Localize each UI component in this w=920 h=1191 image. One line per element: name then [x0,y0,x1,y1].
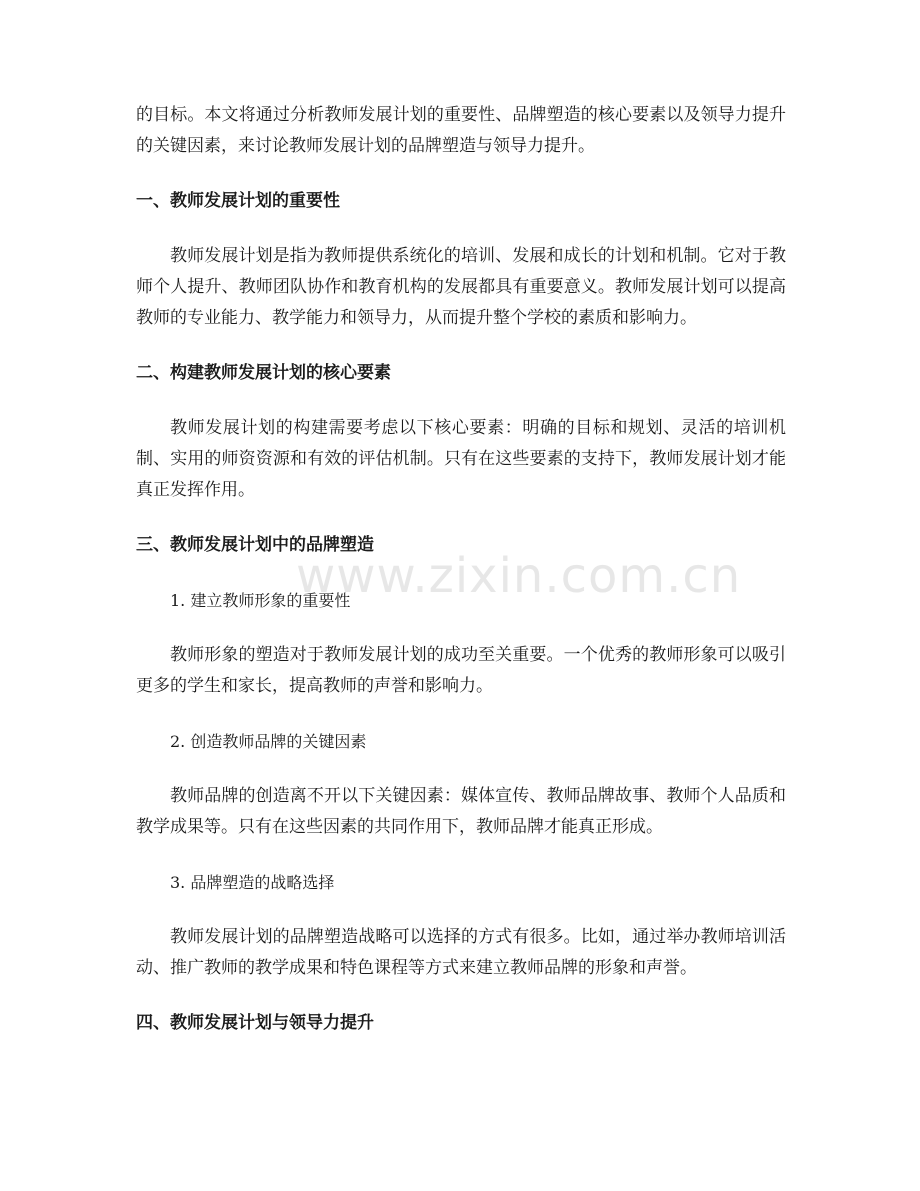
section-1-heading: 一、教师发展计划的重要性 [136,191,340,211]
section-2-body: 教师发展计划的构建需要考虑以下核心要素：明确的目标和规划、灵活的培训机制、实用的师资资源和有效的评估机制。只有在这些要素的支持下，教师发展计划才能真正发挥作用。 [136,418,786,500]
document-content [136,100,786,1063]
intro-paragraph: 的目标。本文将通过分析教师发展计划的重要性、品牌塑造的核心要素以及领导力提升的关键因素，来讨论教师发展计划的品牌塑造与领导力提升。 [136,105,786,156]
subsection-2-body: 教师品牌的创造离不开以下关键因素：媒体宣传、教师品牌故事、教师个人品质和教学成果等。只有在这些因素的共同作用下，教师品牌才能真正形成。 [136,786,786,837]
subsection-1-body: 教师形象的塑造对于教师发展计划的成功至关重要。一个优秀的教师形象可以吸引更多的学生和家长，提高教师的声誉和影响力。 [136,645,786,696]
subsection-3-title: 3. 品牌塑造的战略选择 [170,873,335,892]
subsection-2-title: 2. 创造教师品牌的关键因素 [170,732,367,751]
subsection-1-title: 1. 建立教师形象的重要性 [170,591,351,610]
subsection-3-body: 教师发展计划的品牌塑造战略可以选择的方式有很多。比如，通过举办教师培训活动、推广教师的教学成果和特色课程等方式来建立教师品牌的形象和声誉。 [136,927,786,978]
section-1-body: 教师发展计划是指为教师提供系统化的培训、发展和成长的计划和机制。它对于教师个人提升、教师团队协作和教育机构的发展都具有重要意义。教师发展计划可以提高教师的专业能力、教学能力和领导力，从而提升整个学校的素质和影响力。 [136,246,786,328]
section-4-heading: 四、教师发展计划与领导力提升 [136,1013,374,1033]
section-3-heading: 三、教师发展计划中的品牌塑造 [136,535,374,555]
section-2-heading: 二、构建教师发展计划的核心要素 [136,363,391,383]
watermark: www.zixin.com.cn [296,548,742,604]
